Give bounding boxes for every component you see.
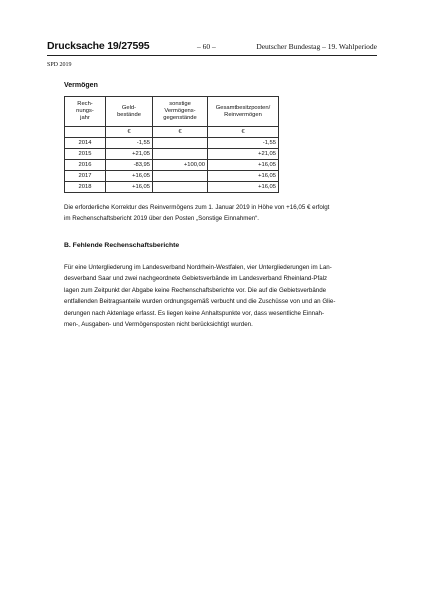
year-cell: 2017 xyxy=(65,171,106,182)
column-header-total: Gesamtbesitzposten/ Reinvermögen xyxy=(208,97,279,127)
cash-cell: -1,55 xyxy=(106,138,153,149)
year-cell: 2016 xyxy=(65,160,106,171)
other-assets-cell: +100,00 xyxy=(153,160,208,171)
unit-cell: € xyxy=(153,127,208,138)
column-header-cash: Geld- bestände xyxy=(106,97,153,127)
document-number: Drucksache 19/27595 xyxy=(47,40,150,52)
table-row xyxy=(65,149,279,160)
page-header xyxy=(47,40,377,54)
other-assets-cell xyxy=(153,182,208,193)
column-header-other-assets: sonstige Vermögens- gegenstände xyxy=(153,97,208,127)
assets-table xyxy=(64,96,279,193)
total-cell: +16,05 xyxy=(208,182,279,193)
unit-cell: € xyxy=(208,127,279,138)
cash-cell: +16,05 xyxy=(106,182,153,193)
table-row xyxy=(65,182,279,193)
paragraph-line: desverband Saar und zwei nachgeordnete Gebietsverbände im Landesverband Rheinland-Pfalz xyxy=(64,275,328,283)
table-row xyxy=(65,160,279,171)
total-cell: +16,05 xyxy=(208,160,279,171)
other-assets-cell xyxy=(153,149,208,160)
other-assets-cell xyxy=(153,138,208,149)
total-cell: +16,05 xyxy=(208,171,279,182)
unit-cell xyxy=(65,127,106,138)
party-year-label: SPD 2019 xyxy=(47,62,72,68)
section-heading: B. Fehlende Rechenschaftsberichte xyxy=(64,242,180,249)
header-rule xyxy=(47,55,377,56)
paragraph-line: im Rechenschaftsbericht 2019 über den Posten „Sonstige Einnahmen“. xyxy=(64,215,260,223)
cash-cell: +16,05 xyxy=(106,171,153,182)
unit-row xyxy=(65,127,279,138)
year-cell: 2015 xyxy=(65,149,106,160)
other-assets-cell xyxy=(153,171,208,182)
paragraph-line: derungen nach Aktenlage erfasst. Es liegen keine Anhaltspunkte vor, dass wesentliche Einnah- xyxy=(64,309,325,317)
table-row xyxy=(65,138,279,149)
page-number: – 60 – xyxy=(197,42,216,51)
missing-reports-paragraph xyxy=(64,262,364,330)
total-cell: +21,05 xyxy=(208,149,279,160)
table-row xyxy=(65,171,279,182)
table-title: Vermögen xyxy=(64,82,98,89)
paragraph-line: men-, Ausgaben- und Vermögensposten nicht berücksichtigt wurden. xyxy=(64,321,253,329)
paragraph-line: entfallenden Beitragsanteile wurden ordnungsgemäß verbucht und die Zuschüsse von und an Glie- xyxy=(64,298,336,306)
table-header-row xyxy=(65,97,279,127)
parliament-label: Deutscher Bundestag – 19. Wahlperiode xyxy=(256,42,377,51)
unit-cell: € xyxy=(106,127,153,138)
correction-paragraph xyxy=(64,202,364,225)
year-cell: 2018 xyxy=(65,182,106,193)
paragraph-line: Die erforderliche Korrektur des Reinvermögens zum 1. Januar 2019 in Höhe von +16,05 € erfolgt xyxy=(64,204,330,211)
paragraph-line: Für eine Untergliederung im Landesverband Nordrhein-Westfalen, vier Untergliederungen im Lan- xyxy=(64,264,332,271)
cash-cell: +21,05 xyxy=(106,149,153,160)
year-cell: 2014 xyxy=(65,138,106,149)
column-header-year: Rech- nungs- jahr xyxy=(65,97,106,127)
paragraph-line: lagen zum Zeitpunkt der Abgabe keine Rechenschaftsberichte vor. Die auf die Gebietsverbände xyxy=(64,286,327,294)
total-cell: -1,55 xyxy=(208,138,279,149)
cash-cell: -83,95 xyxy=(106,160,153,171)
